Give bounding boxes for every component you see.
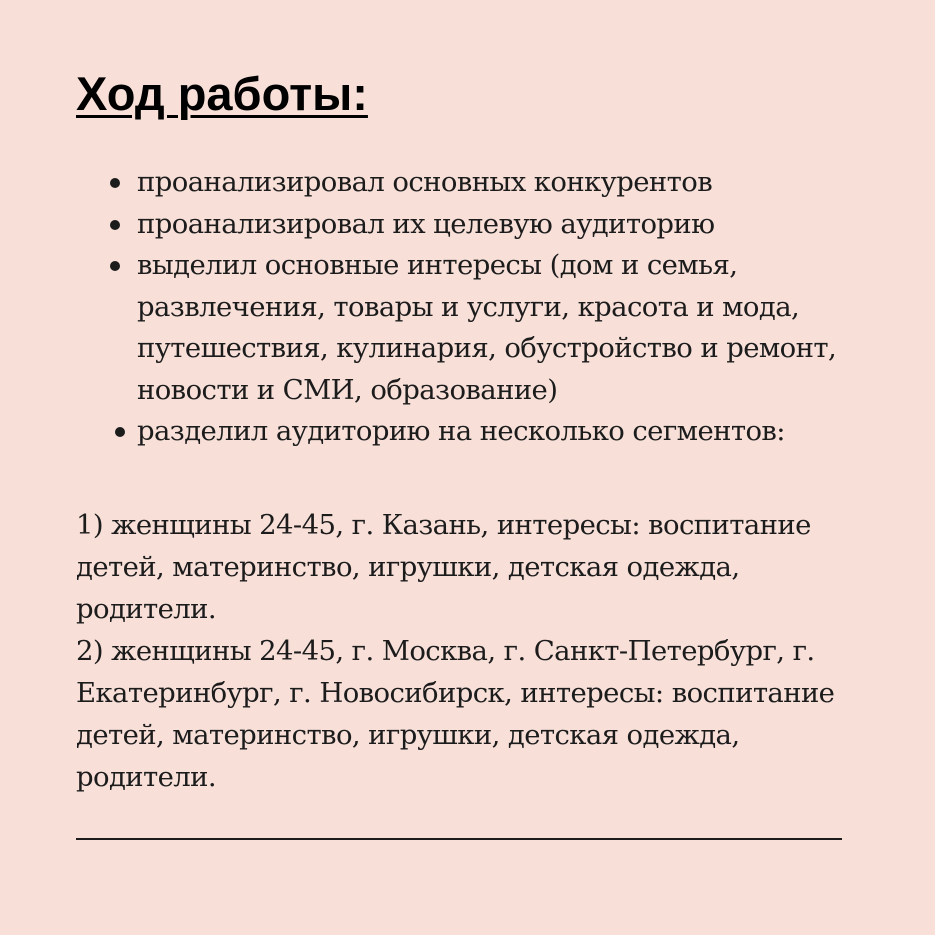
segment-item: 2) женщины 24-45, г. Москва, г. Санкт-Петербург, г. Екатеринбург, г. Новосибирск, интересы: воспитание детей, материнство, игрушки, детская одежда, родители. <box>76 635 835 793</box>
divider <box>76 838 842 840</box>
list-item: выделил основные интересы (дом и семья, развлечения, товары и услуги, красота и мода, путешествия, кулинария, обустройство и ремонт, новости и СМИ, образование) <box>106 245 846 411</box>
work-steps-list <box>106 162 846 453</box>
audience-segments <box>76 504 861 798</box>
list-item: разделил аудиторию на несколько сегментов: <box>106 411 846 453</box>
segment-item: 1) женщины 24-45, г. Казань, интересы: воспитание детей, материнство, игрушки, детская одежда, родители. <box>76 509 811 625</box>
list-item: проанализировал их целевую аудиторию <box>106 204 846 246</box>
list-item: проанализировал основных конкурентов <box>106 162 846 204</box>
page-title: Ход работы: <box>76 67 368 120</box>
